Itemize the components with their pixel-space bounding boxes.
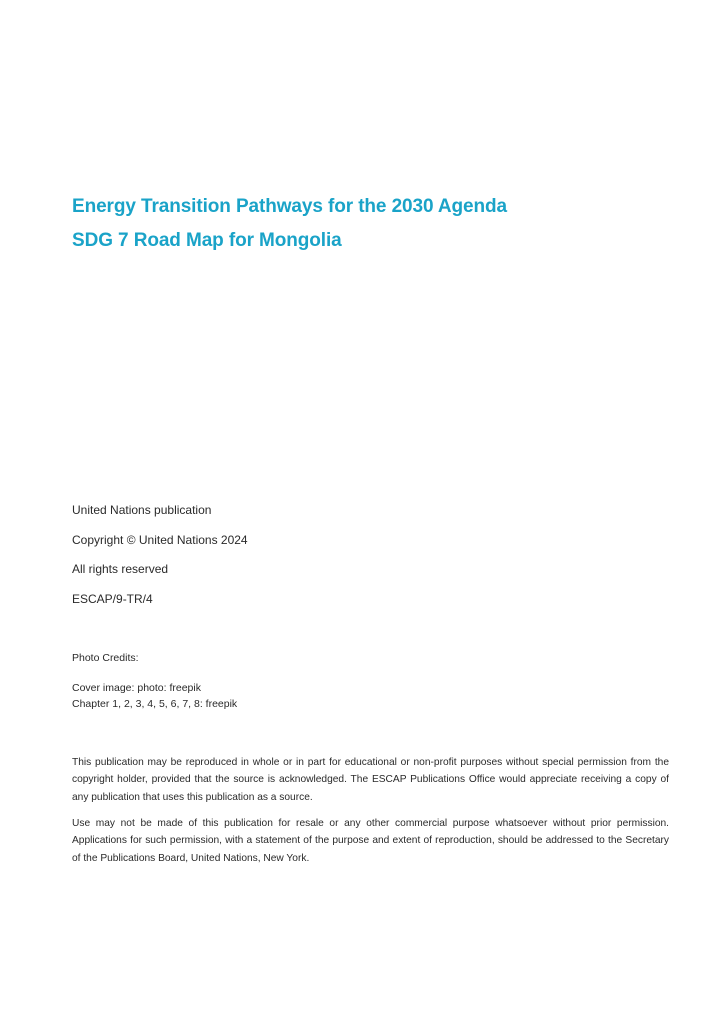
rights-statement: All rights reserved xyxy=(72,562,169,576)
reproduction-notice: This publication may be reproduced in whole or in part for educational or non-profit purposes without special permission from the copyright holder, provided that the source is acknowledged. The ESCAP Publications Office would appreciate receiving a copy of any publication that uses this publication as a source. xyxy=(72,757,669,803)
photo-credits-list xyxy=(72,680,237,712)
photo-credit-item: Chapter 1, 2, 3, 4, 5, 6, 7, 8: freepik xyxy=(72,698,238,710)
copyright-notice: Copyright © United Nations 2024 xyxy=(72,532,248,547)
document-title: Energy Transition Pathways for the 2030 Agenda xyxy=(72,196,507,217)
photo-credit-item: Cover image: photo: freepik xyxy=(72,682,201,694)
commercial-use-notice: Use may not be made of this publication for resale or any other commercial purpose whatsoever without prior permission. Applications for such permission, with a statement of the purpose and extent of reproduction, should be addressed to the Secretary of the Publications Board, United Nations, New York. xyxy=(72,818,669,864)
publication-info xyxy=(72,500,672,618)
document-number: ESCAP/9-TR/4 xyxy=(72,591,153,606)
publication-type: United Nations publication xyxy=(72,503,212,517)
document-subtitle: SDG 7 Road Map for Mongolia xyxy=(72,230,342,251)
title-block xyxy=(72,190,672,258)
photo-credits-heading: Photo Credits: xyxy=(72,652,139,664)
